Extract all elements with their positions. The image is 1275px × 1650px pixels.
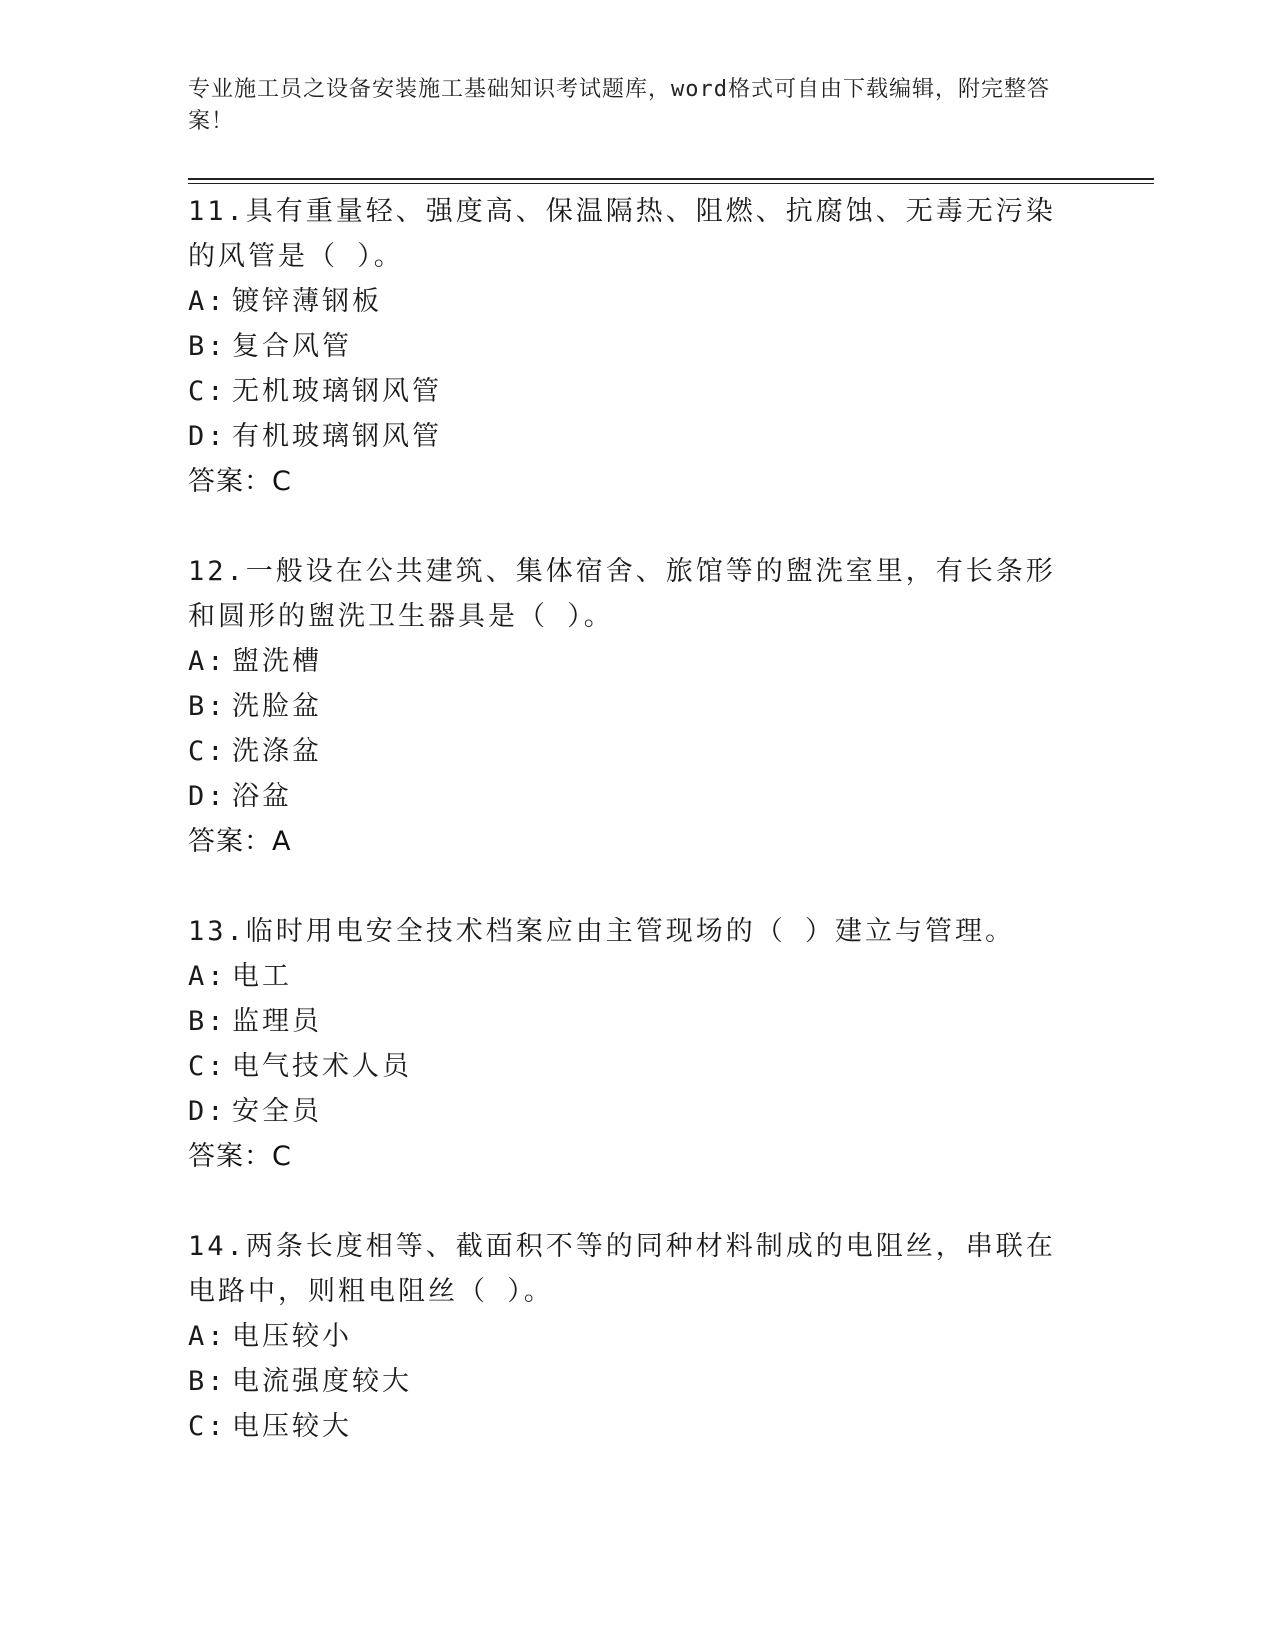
option-c [188, 1044, 1088, 1089]
answer-line: 答案：C [188, 466, 292, 497]
option-d [188, 1089, 1088, 1134]
question-stem: 12.一般设在公共建筑、集体宿舍、旅馆等的盥洗室里，有长条形和圆形的盥洗卫生器具是（ ）。 [188, 556, 1056, 632]
option-a [188, 279, 1088, 324]
option-a [188, 954, 1088, 999]
option-a [188, 1314, 1088, 1359]
option-text: 洗脸盆 [232, 691, 322, 722]
question-12 [188, 549, 1088, 864]
question-stem: 13.临时用电安全技术档案应由主管现场的（ ）建立与管理。 [188, 916, 1016, 947]
question-stem: 14.两条长度相等、截面积不等的同种材料制成的电阻丝，串联在电路中，则粗电阻丝（ ）。 [188, 1231, 1056, 1307]
option-letter: C: [188, 1411, 227, 1442]
question-13 [188, 909, 1088, 1179]
option-text: 电压较小 [232, 1321, 352, 1352]
option-c [188, 369, 1088, 414]
option-text: 安全员 [232, 1096, 322, 1127]
option-letter: A: [188, 961, 227, 992]
option-text: 监理员 [232, 1006, 322, 1037]
option-c [188, 1404, 1088, 1449]
option-letter: C: [188, 736, 227, 767]
option-text: 无机玻璃钢风管 [232, 376, 442, 407]
document-header: 专业施工员之设备安装施工基础知识考试题库，word格式可自由下载编辑，附完整答案！ [188, 77, 1050, 134]
answer-line: 答案：A [188, 826, 292, 857]
option-text: 电压较大 [232, 1411, 352, 1442]
option-letter: D: [188, 1096, 227, 1127]
option-letter: C: [188, 376, 227, 407]
option-text: 电工 [232, 961, 292, 992]
option-letter: D: [188, 421, 227, 452]
option-d [188, 414, 1088, 459]
option-letter: B: [188, 1366, 227, 1397]
option-text: 盥洗槽 [232, 646, 322, 677]
option-letter: A: [188, 286, 227, 317]
option-letter: D: [188, 781, 227, 812]
option-c [188, 729, 1088, 774]
option-letter: A: [188, 646, 227, 677]
answer-line: 答案：C [188, 1141, 292, 1172]
option-letter: B: [188, 331, 227, 362]
option-a [188, 639, 1088, 684]
option-b [188, 999, 1088, 1044]
header-rule-thick [188, 178, 1154, 180]
question-stem: 11.具有重量轻、强度高、保温隔热、阻燃、抗腐蚀、无毒无污染的风管是（ ）。 [188, 196, 1056, 272]
option-letter: C: [188, 1051, 227, 1082]
option-text: 洗涤盆 [232, 736, 322, 767]
option-d [188, 774, 1088, 819]
option-text: 电流强度较大 [232, 1366, 412, 1397]
option-text: 有机玻璃钢风管 [232, 421, 442, 452]
option-b [188, 684, 1088, 729]
spacer [188, 864, 1088, 909]
option-letter: B: [188, 1006, 227, 1037]
option-letter: A: [188, 1321, 227, 1352]
option-letter: B: [188, 691, 227, 722]
header-rule-thin [188, 183, 1154, 184]
option-text: 复合风管 [232, 331, 352, 362]
question-list [188, 189, 1088, 1449]
question-11 [188, 189, 1088, 504]
option-text: 浴盆 [232, 781, 292, 812]
option-text: 镀锌薄钢板 [232, 286, 382, 317]
question-14 [188, 1224, 1088, 1449]
option-text: 电气技术人员 [232, 1051, 412, 1082]
spacer [188, 504, 1088, 549]
spacer [188, 1179, 1088, 1224]
option-b [188, 1359, 1088, 1404]
option-b [188, 324, 1088, 369]
